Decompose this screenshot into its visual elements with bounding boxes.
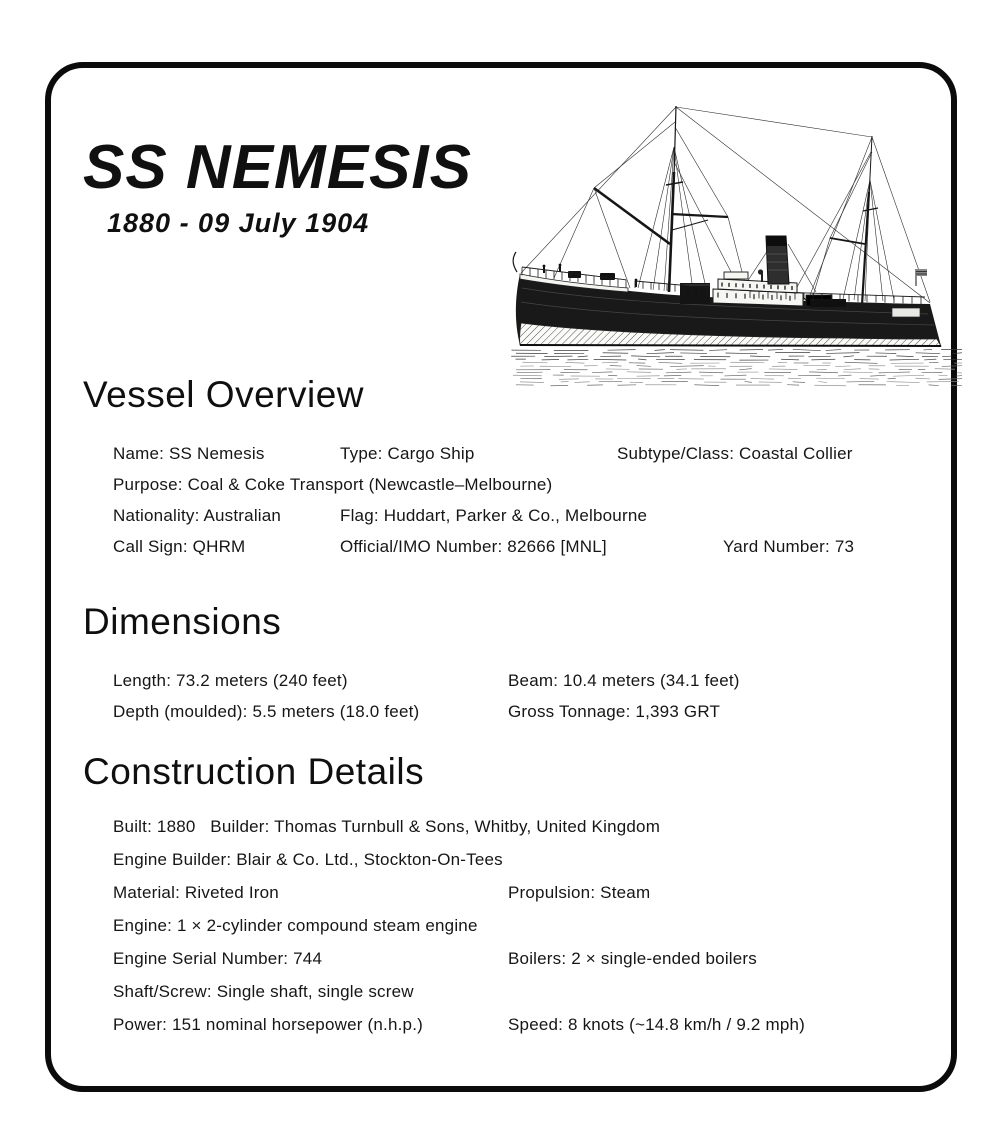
section-heading: Vessel Overview xyxy=(83,374,364,415)
section-heading: Dimensions xyxy=(83,601,282,642)
dimensions-rows xyxy=(113,665,935,727)
field-call-sign: Call Sign: QHRM xyxy=(113,537,246,556)
page-subtitle: 1880 - 09 July 1904 xyxy=(107,208,370,238)
field-propulsion: Propulsion: Steam xyxy=(508,883,651,902)
field-nationality: Nationality: Australian xyxy=(113,506,282,525)
page-title: SS NEMESIS xyxy=(83,133,472,202)
vessel-info-card xyxy=(45,62,957,1092)
field-engine-builder: Engine Builder: Blair & Co. Ltd., Stockton-On-Tees xyxy=(113,850,503,869)
table-row xyxy=(113,909,935,942)
field-type: Type: Cargo Ship xyxy=(340,444,475,463)
section-dimensions xyxy=(83,600,935,727)
overview-rows xyxy=(113,438,935,562)
table-row xyxy=(113,1008,935,1041)
waterline xyxy=(520,345,941,346)
funnel xyxy=(758,236,789,284)
table-row xyxy=(113,500,935,531)
table-row xyxy=(113,942,935,975)
field-built-builder: Built: 1880 Builder: Thomas Turnbull & Sons, Whitby, United Kingdom xyxy=(113,817,661,836)
field-purpose: Purpose: Coal & Coke Transport (Newcastle–Melbourne) xyxy=(113,475,553,494)
table-row xyxy=(113,438,935,469)
section-heading: Construction Details xyxy=(83,751,425,792)
field-power: Power: 151 nominal horsepower (n.h.p.) xyxy=(113,1015,423,1034)
field-beam: Beam: 10.4 meters (34.1 feet) xyxy=(508,671,740,690)
field-shaft-screw: Shaft/Screw: Single shaft, single screw xyxy=(113,982,414,1001)
field-boilers: Boilers: 2 × single-ended boilers xyxy=(508,949,757,968)
table-row xyxy=(113,469,935,500)
field-depth: Depth (moulded): 5.5 meters (18.0 feet) xyxy=(113,702,420,721)
table-row xyxy=(113,810,935,843)
stern-davit xyxy=(513,252,517,272)
section-construction-details xyxy=(83,750,935,1041)
field-length: Length: 73.2 meters (240 feet) xyxy=(113,671,348,690)
field-speed: Speed: 8 knots (~14.8 km/h / 9.2 mph) xyxy=(508,1015,806,1034)
ship-illustration xyxy=(510,92,965,392)
field-flag: Flag: Huddart, Parker & Co., Melbourne xyxy=(340,506,648,525)
bow-panel xyxy=(892,308,920,317)
table-row xyxy=(113,531,935,562)
field-engine-serial: Engine Serial Number: 744 xyxy=(113,949,323,968)
table-row xyxy=(113,975,935,1008)
field-engine: Engine: 1 × 2-cylinder compound steam engine xyxy=(113,916,478,935)
construction-rows xyxy=(113,810,935,1041)
table-row xyxy=(113,696,935,727)
field-yard-number: Yard Number: 73 xyxy=(723,537,855,556)
field-material: Material: Riveted Iron xyxy=(113,883,279,902)
field-name: Name: SS Nemesis xyxy=(113,444,265,463)
field-subtype: Subtype/Class: Coastal Collier xyxy=(617,444,853,463)
field-official-number: Official/IMO Number: 82666 [MNL] xyxy=(340,537,607,556)
table-row xyxy=(113,665,935,696)
aft-hatch xyxy=(810,299,846,307)
table-row xyxy=(113,876,935,909)
table-row xyxy=(113,843,935,876)
section-vessel-overview xyxy=(83,373,935,562)
field-gross-tonnage: Gross Tonnage: 1,393 GRT xyxy=(508,702,721,721)
